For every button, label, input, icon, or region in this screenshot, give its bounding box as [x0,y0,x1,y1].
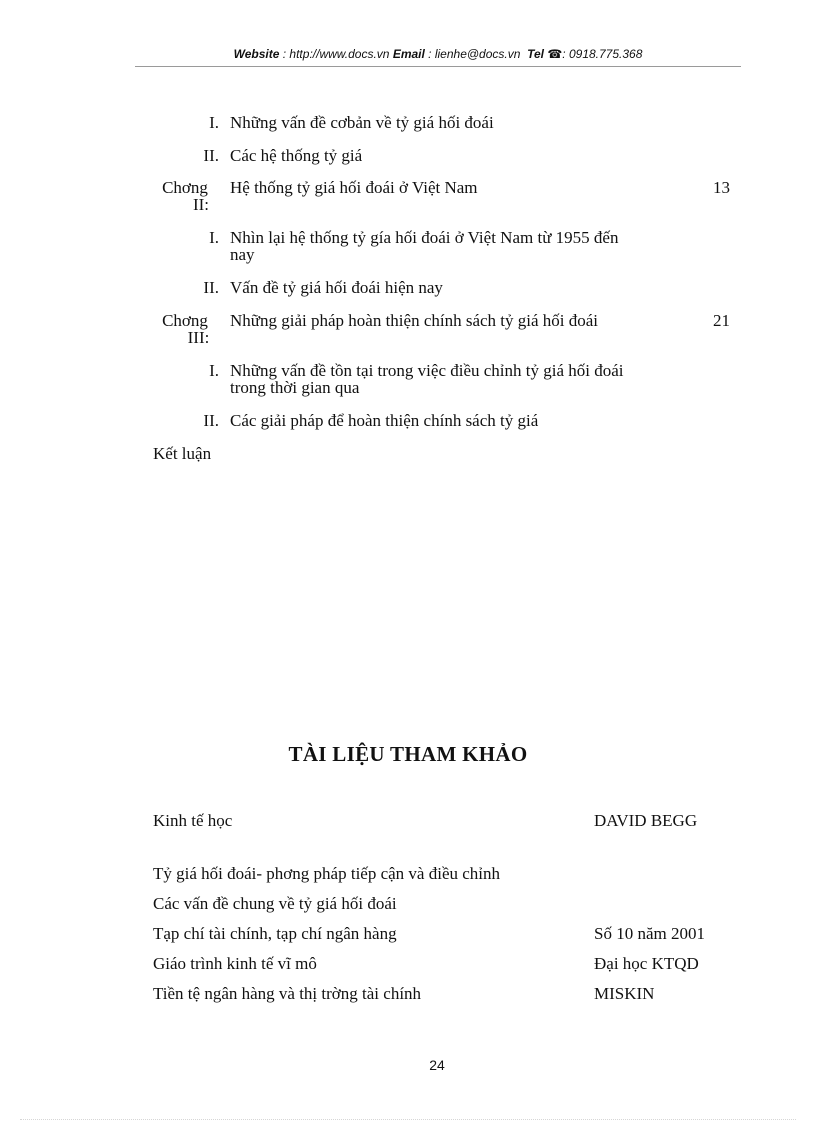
header-divider [135,66,741,67]
phone-icon: ☎ [547,47,563,61]
toc-item-text: Các giải pháp để hoàn thiện chính sách tỷ giá [230,411,539,430]
chapter-page-number: 21 [713,311,730,330]
reference-source: Số 10 năm 2001 [594,924,705,943]
toc-item-text-continued: nay [230,245,255,264]
toc-item-number: II. [203,278,219,297]
chapter-title: Hệ thống tỷ giá hối đoái ở Việt Nam [230,178,478,197]
conclusion-heading: Kết luận [153,444,212,463]
chapter-page-number: 13 [713,178,730,197]
chapter-label: Chơng [162,178,208,197]
email-address[interactable]: lienhe@docs.vn [434,47,521,61]
reference-title: Giáo trình kinh tế vĩ mô [153,954,317,973]
chapter-number: III: [187,328,210,347]
toc-item-text: Những vấn đề cơbản về tỷ giá hối đoái [230,113,494,132]
toc-item-number: II. [203,411,219,430]
email-sep: : [424,47,435,61]
website-sep: : [279,47,290,61]
reference-title: Kinh tế học [153,811,233,830]
toc-item-text: Nhìn lại hệ thống tỷ gía hối đoái ở Việt Nam từ 1955 đến [230,228,619,247]
toc-item-text: Vấn đề tỷ giá hối đoái hiện nay [230,278,443,297]
chapter-label: Chơng [162,311,208,330]
website-url[interactable]: http://www.docs.vn [289,47,390,61]
reference-source: MISKIN [594,984,655,1003]
website-label: Website [233,47,280,61]
reference-title: Tạp chí tài chính, tạp chí ngân hàng [153,924,397,943]
toc-item-text: Những vấn đề tồn tại trong việc điều chỉnh tỷ giá hối đoái [230,361,624,380]
references-title: TÀI LIỆU THAM KHẢO [288,742,528,766]
toc-item-number: I. [209,228,219,247]
toc-item-number: II. [203,146,219,165]
page-bottom-border [20,1119,796,1120]
page-number: 24 [429,1057,445,1073]
email-label: Email [392,47,425,61]
chapter-number: II: [192,195,210,214]
reference-title: Tiền tệ ngân hàng và thị trờng tài chính [153,984,422,1003]
reference-title: Các vấn đề chung về tỷ giá hối đoái [153,894,397,913]
toc-item-number: I. [209,113,219,132]
chapter-title: Những giải pháp hoàn thiện chính sách tỷ giá hối đoái [230,311,599,330]
toc-item-number: I. [209,361,219,380]
reference-source: Đại học KTQD [594,954,699,973]
tel-label: Tel [527,47,544,61]
tel-number: : 0918.775.368 [562,47,643,61]
toc-item-text: Các hệ thống tỷ giá [230,146,363,165]
reference-source: DAVID BEGG [594,811,698,830]
reference-title: Tỷ giá hối đoái- phơng pháp tiếp cận và điều chỉnh [153,864,501,883]
toc-item-text-continued: trong thời gian qua [230,378,360,397]
page-header [135,47,741,61]
